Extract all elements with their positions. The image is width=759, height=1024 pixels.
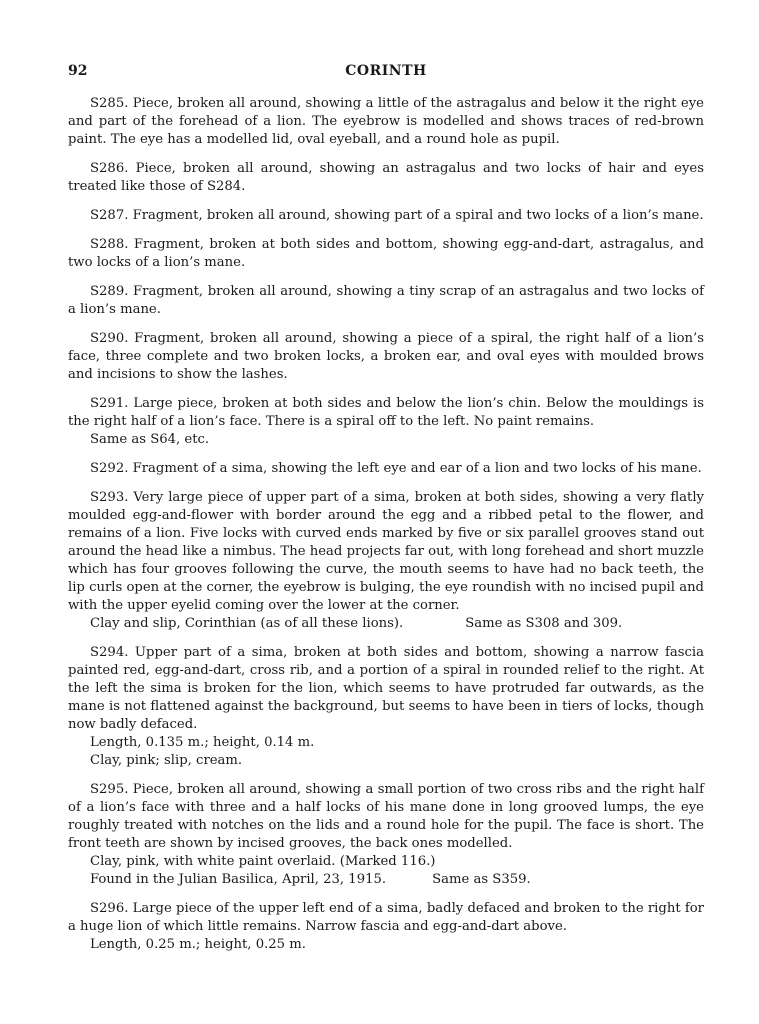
entry-cross-reference: Same as S359.	[432, 872, 531, 887]
catalog-entry	[68, 207, 704, 225]
catalog-entry	[68, 489, 704, 633]
entry-dimensions: Length, 0.25 m.; height, 0.25 m.	[90, 937, 306, 952]
page-number: 92	[68, 63, 88, 79]
entry-material: Clay, pink, with white paint overlaid. (Marked 116.)	[90, 854, 436, 869]
catalog-entry	[68, 900, 704, 954]
entry-text: S293. Very large piece of upper part of a sima, broken at both sides, showing a very flatly moulded egg-and-flower with border around the egg and a ribbed petal to the flower, and remains of a lion. Five locks with curved ends marked by five or six parallel grooves stand out around the head like a nimbus. The head projects far out, with long forehead and short muzzle which has four grooves following the curve, the mouth seems to have had no back teeth, the lip curls open at the corner, the eyebrow is bulging, the eye roundish with no incised pupil and with the upper eyelid coming over the lower at the corner.	[68, 490, 704, 613]
catalog-entry	[68, 160, 704, 196]
entry-text: S285. Piece, broken all around, showing a little of the astragalus and below it the right eye and part of the forehead of a lion. The eyebrow is modelled and shows traces of red-brown paint. The eye has a modelled lid, oval eyeball, and a round hole as pupil.	[68, 96, 704, 147]
catalog-entry	[68, 395, 704, 449]
catalog-entry	[68, 330, 704, 384]
entry-text: S294. Upper part of a sima, broken at both sides and bottom, showing a narrow fascia painted red, egg-and-dart, cross rib, and a portion of a spiral in rounded relief to the right. At the left the sima is broken for the lion, which seems to have protruded far outwards, as the mane is not flattened against the background, but seems to have been in tiers of locks, though now badly defaced.	[68, 645, 704, 732]
catalog-entry	[68, 236, 704, 272]
catalog-entry	[68, 460, 704, 478]
entry-text: S286. Piece, broken all around, showing an astragalus and two locks of hair and eyes treated like those of S284.	[68, 161, 704, 194]
catalog-entry	[68, 283, 704, 319]
entry-dimensions: Length, 0.135 m.; height, 0.14 m.	[90, 735, 315, 750]
catalog-entry	[68, 644, 704, 770]
entry-text: S289. Fragment, broken all around, showing a tiny scrap of an astragalus and two locks of a lion’s mane.	[68, 284, 704, 317]
running-head: CORINTH	[345, 63, 427, 79]
entry-text: S287. Fragment, broken all around, showing part of a spiral and two locks of a lion’s mane.	[90, 208, 704, 223]
entry-note: Same as S64, etc.	[90, 432, 210, 447]
entry-text: S288. Fragment, broken at both sides and bottom, showing egg-and-dart, astragalus, and two locks of a lion’s mane.	[68, 237, 704, 270]
entry-text: S290. Fragment, broken all around, showing a piece of a spiral, the right half of a lion’s face, three complete and two broken locks, a broken ear, and oval eyes with moulded brows and incisions to show the lashes.	[68, 331, 704, 382]
catalog-entry	[68, 95, 704, 149]
entry-material: Clay, pink; slip, cream.	[90, 753, 243, 768]
entry-text: S296. Large piece of the upper left end of a sima, badly defaced and broken to the right for a huge lion of which little remains. Narrow fascia and egg-and-dart above.	[68, 901, 704, 934]
entry-text: S292. Fragment of a sima, showing the left eye and ear of a lion and two locks of his mane.	[90, 461, 702, 476]
entry-note-line	[68, 871, 704, 889]
page-header	[68, 62, 704, 86]
catalog-entry	[68, 781, 704, 889]
entry-note: Clay and slip, Corinthian (as of all these lions).	[90, 616, 404, 631]
page	[68, 62, 704, 965]
entry-note-line	[68, 615, 704, 633]
entry-findspot: Found in the Julian Basilica, April, 23, 1915.	[90, 872, 387, 887]
entry-text: S295. Piece, broken all around, showing a small portion of two cross ribs and the right half of a lion’s face with three and a half locks of his mane done in long grooved lumps, the eye roughly treated with notches on the lids and a round hole for the pupil. The face is short. The front teeth are shown by incised grooves, the back ones modelled.	[68, 782, 704, 851]
entry-text: S291. Large piece, broken at both sides and below the lion’s chin. Below the mouldings is the right half of a lion’s face. There is a spiral off to the left. No paint remains.	[68, 396, 704, 429]
entry-cross-reference: Same as S308 and 309.	[465, 616, 623, 631]
